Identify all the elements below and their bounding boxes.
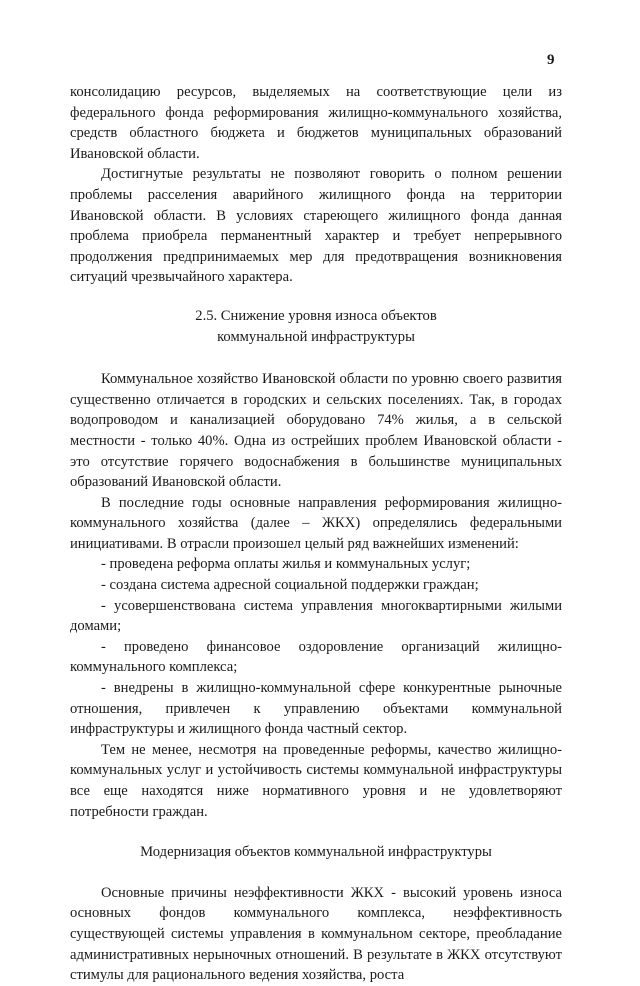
paragraph-communal-economy: Коммунальное хозяйство Ивановской области по уровню своего развития существенно отличается в городских и сельских поселениях. Так, в городах водопроводом и канализацией оборудовано 74% жилья, а в сельской местности - только 40%. Одна из острейших проблем Ивановской области - это отсутствие горячего водоснабжения в большинстве муниципальных образований Ивановской области.: [70, 371, 562, 491]
list-item: - создана система адресной социальной поддержки граждан;: [101, 577, 479, 594]
paragraph-reform-directions: В последние годы основные направления реформирования жилищно-коммунального хозяйства (далее – ЖКХ) определялись федеральными инициативами. В отрасли произошел целый ряд важнейших изменений:: [70, 494, 562, 552]
paragraph-results: Достигнутые результаты не позволяют говорить о полном решении проблемы расселения аварийного жилищного фонда на территории Ивановской области. В условиях стареющего жилищного фонда данная проблема приобрела перманентный характер и требует непрерывного продолжения предпринимаемых мер для предотвращения возникновения ситуаций чрезвычайного характера.: [70, 166, 562, 286]
section-heading-line-1: 2.5. Снижение уровня износа объектов: [195, 307, 437, 324]
paragraph-main-reasons: Основные причины неэффективности ЖКХ - высокий уровень износа основных фондов коммунального комплекса, неэффективность существующей системы управления в коммунальном секторе, преобладание административных нерыночных отношений. В результате в ЖКХ отсутствуют стимулы для рационального ведения хозяйства, роста: [70, 884, 562, 984]
section-heading: [70, 306, 562, 347]
section-heading-line-2: коммунальной инфраструктуры: [217, 328, 415, 345]
list-item: - внедрены в жилищно-коммунальной сфере конкурентные рыночные отношения, привлечен к управлению объектами коммунальной инфраструктуры и жилищного фонда частный сектор.: [70, 680, 562, 738]
subsection-heading: Модернизация объектов коммунальной инфраструктуры: [140, 844, 492, 861]
paragraph-continued: консолидацию ресурсов, выделяемых на соответствующие цели из федерального фонда реформирования жилищно-коммунального хозяйства, средств областного бюджета и бюджетов муниципальных образований Ивановской области.: [70, 84, 562, 162]
document-body: [70, 82, 562, 986]
list-item: - проведено финансовое оздоровление организаций жилищно-коммунального комплекса;: [70, 638, 562, 676]
page-number: 9: [547, 52, 555, 68]
list-item: - проведена реформа оплаты жилья и коммунальных услуг;: [101, 556, 471, 573]
list-item: - усовершенствована система управления многоквартирными жилыми домами;: [70, 597, 562, 635]
paragraph-nevertheless: Тем не менее, несмотря на проведенные реформы, качество жилищно-коммунальных услуг и устойчивость системы коммунальной инфраструктуры все еще находятся ниже нормативного уровня и не удовлетворяют потребности граждан.: [70, 741, 562, 820]
